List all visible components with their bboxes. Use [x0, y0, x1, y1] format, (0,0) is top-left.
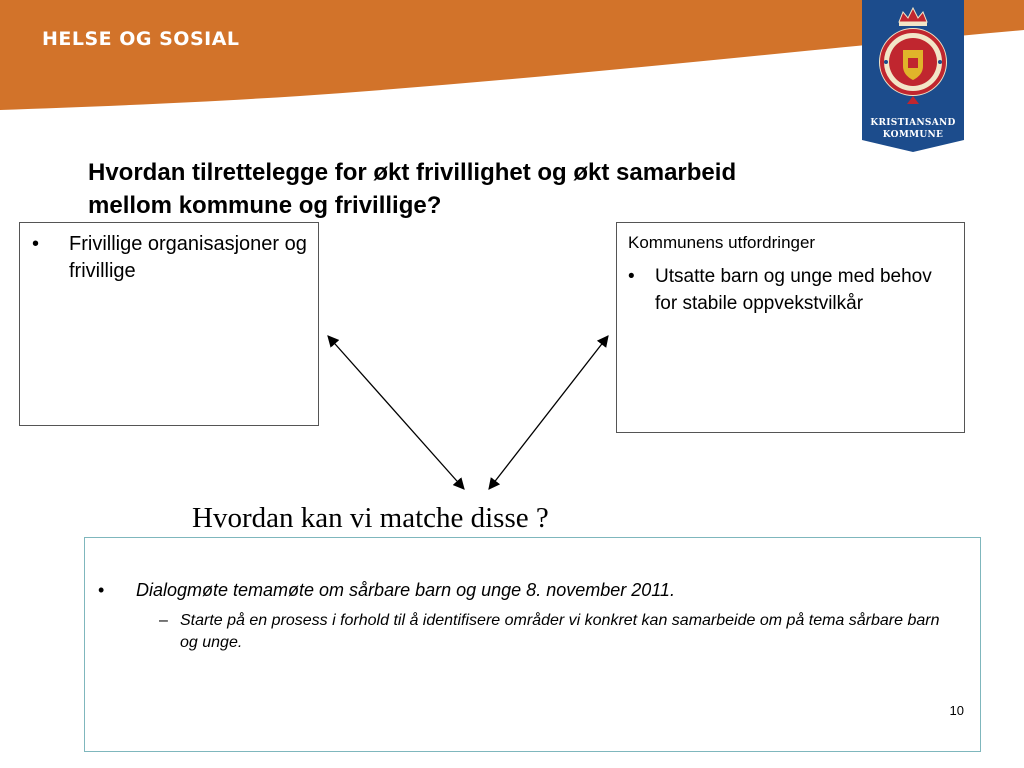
bullet-marker: • [628, 266, 635, 287]
right-double-arrow [489, 336, 608, 489]
challenges-heading: Kommunens utfordringer [628, 233, 816, 252]
matching-question: Hvordan kan vi matche disse ? [192, 502, 549, 534]
left-double-arrow [328, 336, 464, 489]
crest-label-line2: KOMMUNE [882, 130, 944, 140]
volunteers-text: Frivillige organisasjoner og frivillige [69, 233, 307, 282]
challenges-text: Utsatte barn og unge med behov for stabile oppvekstvilkår [655, 266, 932, 314]
process-sub-bullet-item [159, 610, 959, 654]
slide-title: Hvordan tilrettelegge for økt frivillighet og økt samarbeid mellom kommune og frivillige? [88, 159, 737, 219]
dash-marker: – [159, 612, 168, 629]
process-text: Starte på en prosess i forhold til å identifisere områder vi konkret kan samarbeide om på tema sårbare barn og unge. [180, 612, 940, 651]
bullet-marker: • [98, 580, 105, 600]
section-label: HELSE OG SOSIAL [42, 28, 240, 50]
page-number: 10 [949, 703, 964, 718]
bullet-marker: • [32, 233, 40, 255]
crest-label-line1: KRISTIANSAND [870, 118, 956, 128]
meeting-bullet-item [98, 578, 675, 602]
meeting-text: Dialogmøte temamøte om sårbare barn og unge 8. november 2011. [136, 580, 675, 600]
dialogue-meeting-box [84, 537, 981, 752]
